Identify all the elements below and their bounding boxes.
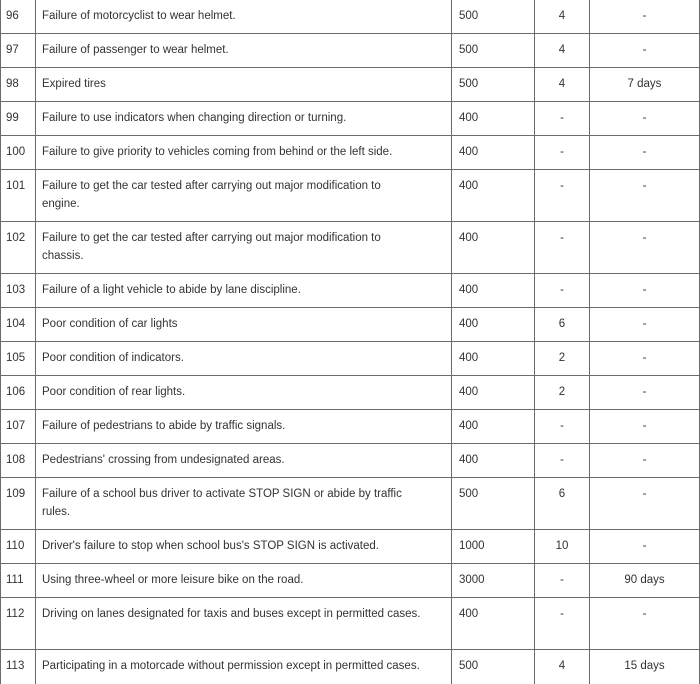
table-row <box>1 650 700 684</box>
fines-table-body <box>1 0 700 684</box>
black-points-cell: - <box>535 598 590 650</box>
black-points-cell: - <box>535 274 590 308</box>
violation-description-cell: Failure of pedestrians to abide by traffic signals. <box>36 410 452 444</box>
violation-number-cell: 109 <box>1 478 36 530</box>
impound-period-cell: - <box>590 274 700 308</box>
table-row <box>1 274 700 308</box>
table-row <box>1 222 700 274</box>
table-row <box>1 444 700 478</box>
black-points-cell: 2 <box>535 376 590 410</box>
violation-description-cell: Expired tires <box>36 68 452 102</box>
table-row <box>1 170 700 222</box>
violation-description-cell: Poor condition of rear lights. <box>36 376 452 410</box>
black-points-cell: 6 <box>535 478 590 530</box>
impound-period-cell: - <box>590 34 700 68</box>
impound-period-cell: - <box>590 102 700 136</box>
impound-period-cell: 15 days <box>590 650 700 684</box>
impound-period-cell: - <box>590 530 700 564</box>
table-row <box>1 598 700 650</box>
table-row <box>1 410 700 444</box>
fine-amount-cell: 400 <box>452 444 535 478</box>
fine-amount-cell: 400 <box>452 136 535 170</box>
violation-description-cell: Poor condition of indicators. <box>36 342 452 376</box>
table-row <box>1 102 700 136</box>
table-row <box>1 34 700 68</box>
violation-number-cell: 101 <box>1 170 36 222</box>
violation-number-cell: 103 <box>1 274 36 308</box>
fine-amount-cell: 500 <box>452 478 535 530</box>
fine-amount-cell: 500 <box>452 34 535 68</box>
violation-number-cell: 97 <box>1 34 36 68</box>
violation-description-cell: Participating in a motorcade without permission except in permitted cases. <box>36 650 452 684</box>
violation-description-cell: Driver's failure to stop when school bus's STOP SIGN is activated. <box>36 530 452 564</box>
black-points-cell: 4 <box>535 34 590 68</box>
impound-period-cell: - <box>590 308 700 342</box>
fine-amount-cell: 1000 <box>452 530 535 564</box>
impound-period-cell: 90 days <box>590 564 700 598</box>
table-row <box>1 0 700 34</box>
fine-amount-cell: 400 <box>452 342 535 376</box>
violation-description-cell: Failure of a light vehicle to abide by lane discipline. <box>36 274 452 308</box>
black-points-cell: - <box>535 444 590 478</box>
fine-amount-cell: 500 <box>452 650 535 684</box>
violation-description-cell: Driving on lanes designated for taxis and buses except in permitted cases. <box>36 598 452 650</box>
table-row <box>1 564 700 598</box>
impound-period-cell: - <box>590 136 700 170</box>
fine-amount-cell: 400 <box>452 274 535 308</box>
table-row <box>1 308 700 342</box>
impound-period-cell: - <box>590 478 700 530</box>
violation-number-cell: 110 <box>1 530 36 564</box>
violation-description-cell: Failure of a school bus driver to activate STOP SIGN or abide by traffic rules. <box>36 478 452 530</box>
black-points-cell: - <box>535 564 590 598</box>
table-row <box>1 136 700 170</box>
violation-number-cell: 113 <box>1 650 36 684</box>
violation-number-cell: 96 <box>1 0 36 34</box>
violation-number-cell: 98 <box>1 68 36 102</box>
table-row <box>1 530 700 564</box>
impound-period-cell: 7 days <box>590 68 700 102</box>
fine-amount-cell: 500 <box>452 68 535 102</box>
violation-number-cell: 106 <box>1 376 36 410</box>
fine-amount-cell: 3000 <box>452 564 535 598</box>
violation-description-cell: Failure to get the car tested after carrying out major modification to chassis. <box>36 222 452 274</box>
violation-description-cell: Failure to get the car tested after carrying out major modification to engine. <box>36 170 452 222</box>
violation-description-cell: Failure to use indicators when changing direction or turning. <box>36 102 452 136</box>
black-points-cell: 4 <box>535 68 590 102</box>
black-points-cell: - <box>535 102 590 136</box>
table-row <box>1 68 700 102</box>
violation-description-cell: Poor condition of car lights <box>36 308 452 342</box>
black-points-cell: - <box>535 222 590 274</box>
fine-amount-cell: 400 <box>452 598 535 650</box>
violation-number-cell: 104 <box>1 308 36 342</box>
violation-number-cell: 105 <box>1 342 36 376</box>
impound-period-cell: - <box>590 222 700 274</box>
violation-description-cell: Using three-wheel or more leisure bike on the road. <box>36 564 452 598</box>
impound-period-cell: - <box>590 170 700 222</box>
fine-amount-cell: 400 <box>452 222 535 274</box>
table-row <box>1 376 700 410</box>
fine-amount-cell: 400 <box>452 308 535 342</box>
black-points-cell: 4 <box>535 650 590 684</box>
impound-period-cell: - <box>590 598 700 650</box>
black-points-cell: 2 <box>535 342 590 376</box>
impound-period-cell: - <box>590 342 700 376</box>
fine-amount-cell: 400 <box>452 376 535 410</box>
violation-description-cell: Failure of passenger to wear helmet. <box>36 34 452 68</box>
fine-amount-cell: 500 <box>452 0 535 34</box>
impound-period-cell: - <box>590 376 700 410</box>
violation-number-cell: 111 <box>1 564 36 598</box>
black-points-cell: - <box>535 136 590 170</box>
violation-description-cell: Failure of motorcyclist to wear helmet. <box>36 0 452 34</box>
impound-period-cell: - <box>590 444 700 478</box>
violation-description-cell: Pedestrians' crossing from undesignated areas. <box>36 444 452 478</box>
black-points-cell: 6 <box>535 308 590 342</box>
table-row <box>1 342 700 376</box>
violation-number-cell: 107 <box>1 410 36 444</box>
fine-amount-cell: 400 <box>452 410 535 444</box>
violation-number-cell: 99 <box>1 102 36 136</box>
violation-number-cell: 102 <box>1 222 36 274</box>
black-points-cell: - <box>535 410 590 444</box>
violation-number-cell: 112 <box>1 598 36 650</box>
fine-amount-cell: 400 <box>452 102 535 136</box>
table-row <box>1 478 700 530</box>
black-points-cell: 4 <box>535 0 590 34</box>
black-points-cell: 10 <box>535 530 590 564</box>
fine-amount-cell: 400 <box>452 170 535 222</box>
impound-period-cell: - <box>590 0 700 34</box>
black-points-cell: - <box>535 170 590 222</box>
violation-number-cell: 100 <box>1 136 36 170</box>
impound-period-cell: - <box>590 410 700 444</box>
violation-number-cell: 108 <box>1 444 36 478</box>
violation-description-cell: Failure to give priority to vehicles coming from behind or the left side. <box>36 136 452 170</box>
